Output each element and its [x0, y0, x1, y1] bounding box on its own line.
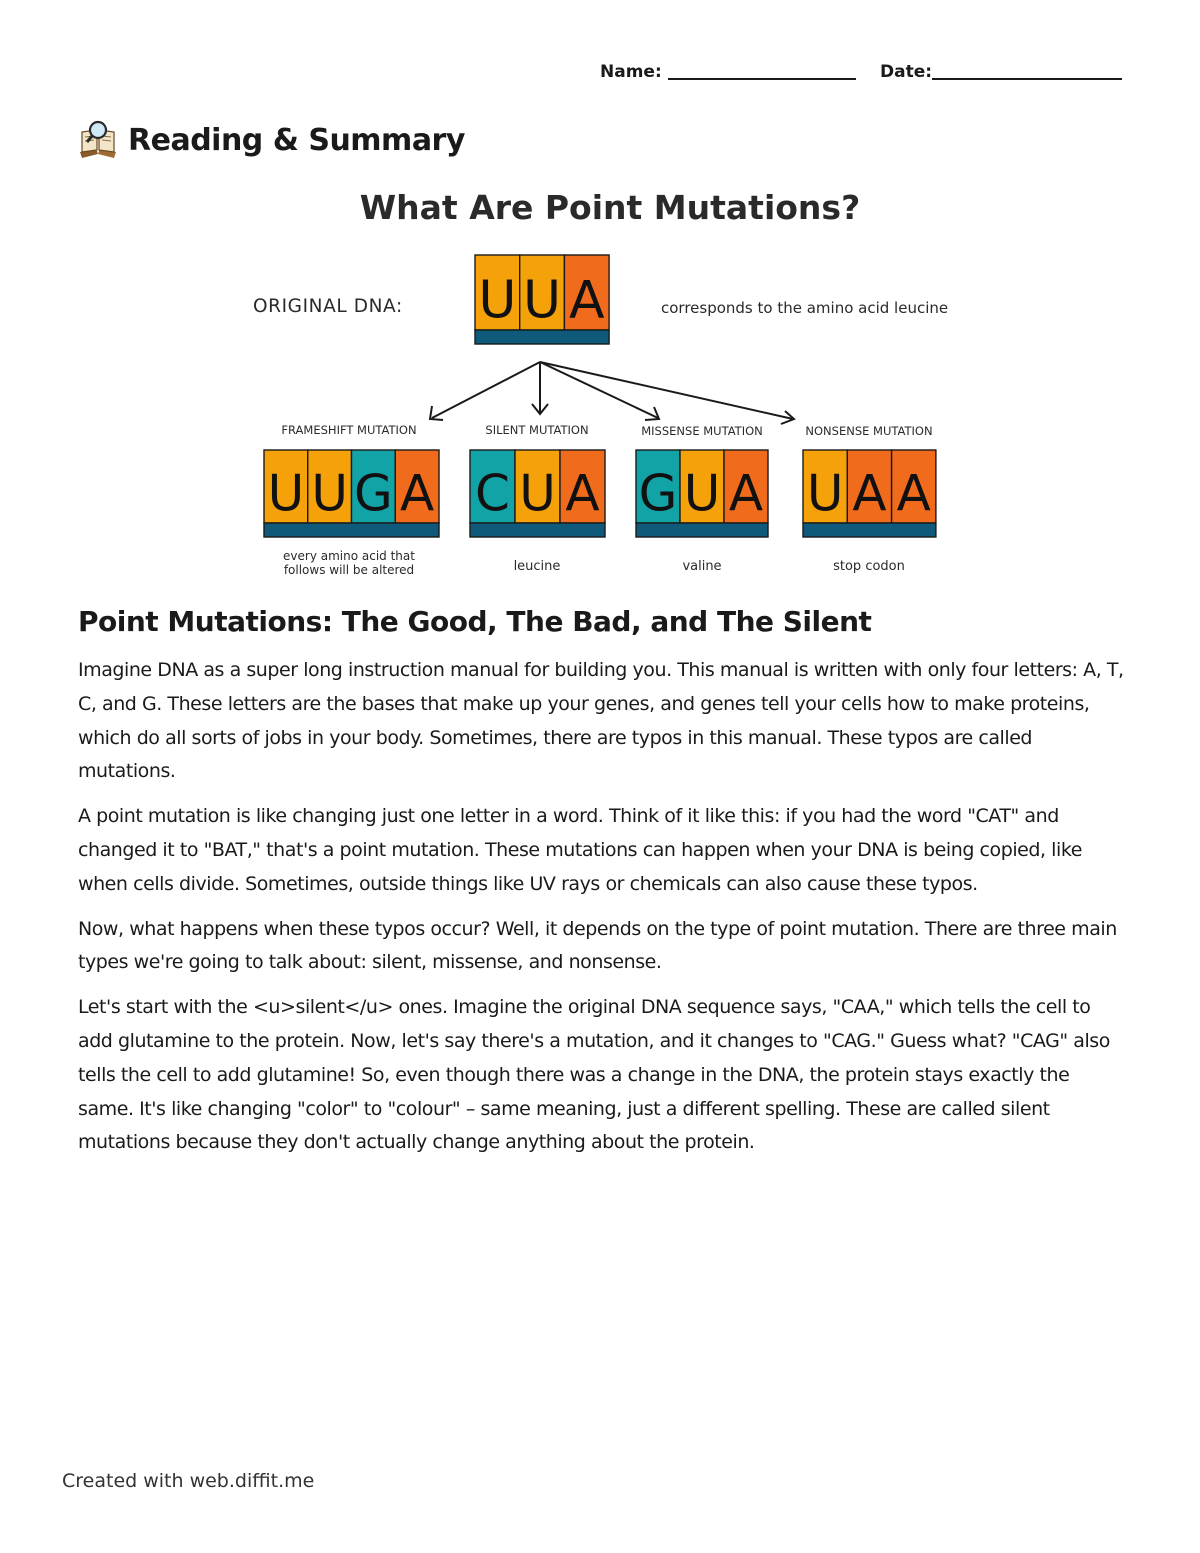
original-dna-codon [475, 255, 609, 344]
original-base-letter: U [523, 270, 562, 331]
missense-base-letter: U [683, 464, 721, 523]
original-dna-label: ORIGINAL DNA: [253, 296, 403, 317]
nonsense-base-letter: A [852, 464, 887, 523]
missense-note: valine [682, 559, 722, 574]
missense-mutation [636, 424, 768, 574]
nonsense-mutation-label: NONSENSE MUTATION [805, 424, 933, 438]
frameshift-codon [264, 450, 439, 537]
missense-codon [636, 450, 768, 537]
footer-credit: Created with web.diffit.me [62, 1470, 315, 1492]
missense-base-letter: A [728, 464, 764, 523]
name-field[interactable] [668, 78, 856, 80]
nonsense-base-letter: A [896, 464, 931, 523]
frameshift-mutation-label: FRAMESHIFT MUTATION [281, 423, 417, 437]
diagram-title: What Are Point Mutations? [359, 188, 861, 227]
missense-mutation-label: MISSENSE MUTATION [641, 424, 763, 438]
name-label: Name: [600, 62, 662, 82]
original-base-letter: A [568, 270, 605, 331]
silent-mutation [470, 423, 605, 574]
article-paragraph: Let's start with the <u>silent</u> ones. Imagine the original DNA sequence says, "CAA," which tells the cell to add glutamine to the protein. Now, let's say there's a mutation, and it changes to "CAG." Guess what? "CAG" also tells the cell to add glutamine! So, even though there was a change in the DNA, the protein stays exactly the same. It's like changing "color" to "colour" – same meaning, just a different spelling. These are called silent mutations because they don't actually change anything about the protein. [78, 996, 1110, 1154]
article [78, 600, 1128, 1171]
frameshift-base-letter: A [400, 464, 435, 523]
header-fields [600, 62, 1125, 86]
section-title-text: Reading & Summary [128, 122, 465, 158]
section-title [76, 116, 465, 164]
silent-note: leucine [513, 559, 561, 574]
silent-base-letter: A [565, 464, 600, 523]
nonsense-mutation [803, 424, 936, 574]
date-field[interactable] [932, 78, 1122, 80]
missense-base-letter: G [638, 464, 678, 523]
silent-mutation-label: SILENT MUTATION [485, 423, 589, 437]
original-backbone [475, 330, 609, 344]
silent-backbone [470, 523, 605, 537]
silent-base-letter: C [475, 464, 510, 523]
frameshift-mutation [264, 423, 439, 577]
frameshift-backbone [264, 523, 439, 537]
reading-book-magnifier-icon [76, 118, 120, 162]
nonsense-backbone [803, 523, 936, 537]
missense-backbone [636, 523, 768, 537]
nonsense-codon [803, 450, 936, 537]
silent-base-letter: U [519, 464, 556, 523]
original-base-letter: U [478, 270, 517, 331]
frameshift-note-line2: follows will be altered [283, 563, 415, 577]
original-dna-note: corresponds to the amino acid leucine [661, 299, 949, 317]
nonsense-base-letter: U [806, 464, 844, 523]
article-paragraph: Now, what happens when these typos occur? Well, it depends on the type of point mutation. There are three main types we're going to talk about: silent, missense, and nonsense. [78, 917, 1117, 974]
article-paragraph: A point mutation is like changing just one letter in a word. Think of it like this: if you had the word "CAT" and changed it to "BAT," that's a point mutation. These mutations can happen when your DNA is being copied, like when cells divide. Sometimes, outside things like UV rays or chemicals can also cause these typos. [78, 805, 1082, 895]
nonsense-note: stop codon [833, 559, 905, 574]
silent-codon [470, 450, 605, 537]
point-mutations-diagram [240, 182, 980, 587]
article-paragraph: Imagine DNA as a super long instruction manual for building you. This manual is written with only four letters: A, T, C, and G. These letters are the bases that make up your genes, and genes tell your cells how to make proteins, which do all sorts of jobs in your body. Sometimes, there are typos in this manual. These typos are called mutations. [78, 659, 1124, 783]
frameshift-base-letter: G [354, 464, 393, 523]
frameshift-base-letter: U [311, 464, 348, 523]
date-label: Date: [880, 62, 933, 82]
mutation-arrows [430, 362, 794, 424]
frameshift-base-letter: U [267, 464, 305, 523]
article-heading: Point Mutations: The Good, The Bad, and The Silent [78, 605, 872, 638]
frameshift-note-line1: every amino acid that [283, 549, 415, 563]
